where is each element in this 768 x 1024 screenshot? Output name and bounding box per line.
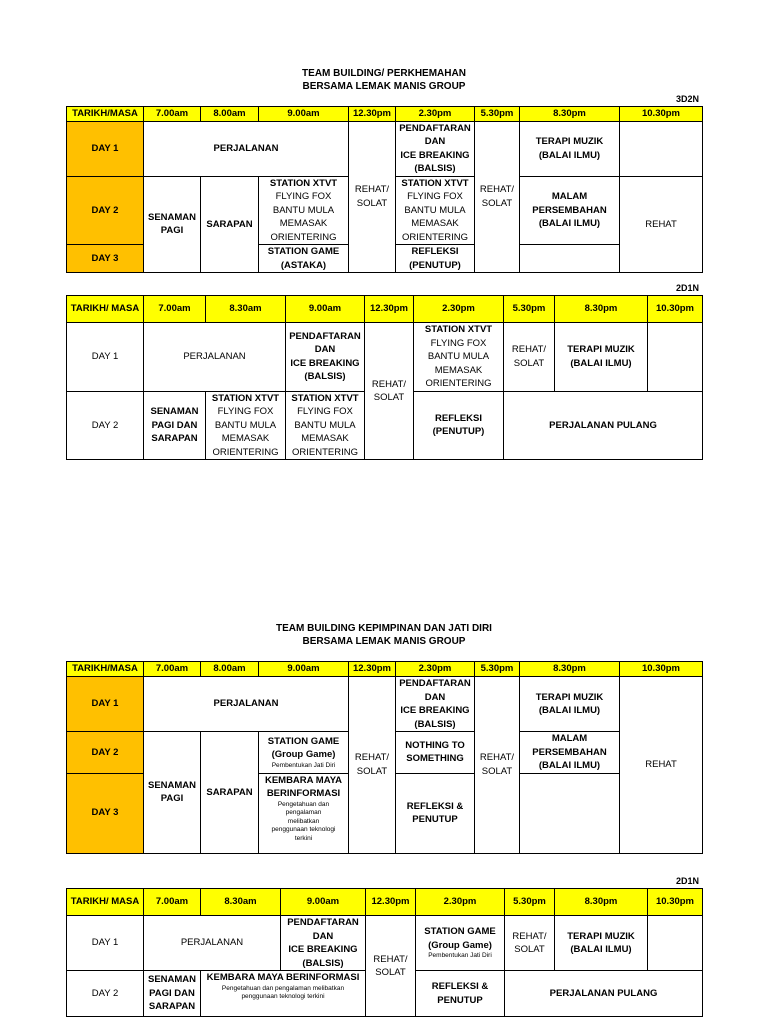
- station-xtvt-cell: STATION XTVT FLYING FOX BANTU MULA MEMASAK ORIENTERING: [396, 176, 475, 245]
- header-cell: 5.30pm: [505, 889, 555, 916]
- header-cell: 7.00am: [144, 296, 206, 323]
- block2-duration-tag: 2D1N: [676, 283, 700, 293]
- nothing-to-something-cell: NOTHING TO SOMETHING: [396, 732, 475, 774]
- header-cell: 10.30pm: [620, 662, 703, 677]
- terapi-muzik-cell: TERAPI MUZIK (BALAI ILMU): [555, 323, 648, 392]
- day-label: DAY 2: [67, 391, 144, 460]
- header-cell: 5.30pm: [475, 107, 520, 122]
- header-cell: TARIKH/ MASA: [67, 889, 144, 916]
- block1-duration-tag: 3D2N: [676, 94, 700, 104]
- rehat-solat-cell: REHAT/ SOLAT: [504, 323, 555, 392]
- rehat-solat-cell: REHAT/ SOLAT: [505, 916, 555, 971]
- header-cell: 8.30pm: [555, 296, 648, 323]
- refleksi-cell: REFLEKSI (PENUTUP): [396, 245, 475, 273]
- empty-cell: [648, 916, 703, 971]
- refleksi-cell: REFLEKSI & PENUTUP: [416, 971, 505, 1017]
- perjalanan-pulang-cell: PERJALANAN PULANG: [505, 971, 703, 1017]
- header-cell: 2.30pm: [416, 889, 505, 916]
- block4-day1-row: [67, 916, 703, 971]
- header-cell: 8.30am: [206, 296, 286, 323]
- malam-persembahan-cell: MALAM PERSEMBAHAN (BALAI ILMU): [520, 176, 620, 245]
- rehat-solat-cell: REHAT/ SOLAT: [366, 916, 416, 1017]
- station-xtvt-cell: STATION XTVT FLYING FOX BANTU MULA MEMASAK ORIENTERING: [414, 323, 504, 392]
- block1-title-line1: TEAM BUILDING/ PERKHEMAHAN: [302, 68, 466, 79]
- rehat-solat-cell: REHAT/ SOLAT: [349, 121, 396, 273]
- kembara-maya-cell: KEMBARA MAYA BERINFORMASI Pengetahuan dan pengalaman melibatkan penggunaan teknologi terkini: [201, 971, 366, 1017]
- empty-cell: [648, 323, 703, 392]
- station-game-cell: STATION GAME (ASTAKA): [259, 245, 349, 273]
- header-cell: TARIKH/MASA: [67, 662, 144, 677]
- block4-header-row: [67, 889, 703, 916]
- day-label: DAY 3: [67, 773, 144, 853]
- kembara-maya-cell: KEMBARA MAYA BERINFORMASI Pengetahuan dan pengalaman melibatkan penggunaan teknologi terkini: [259, 773, 349, 853]
- rehat-solat-cell: REHAT/ SOLAT: [475, 677, 520, 854]
- rehat-solat-cell: REHAT/ SOLAT: [475, 121, 520, 273]
- header-cell: TARIKH/MASA: [67, 107, 144, 122]
- day-label: DAY 1: [67, 121, 144, 176]
- header-cell: 10.30pm: [648, 296, 703, 323]
- terapi-muzik-cell: TERAPI MUZIK (BALAI ILMU): [520, 677, 620, 732]
- day-label: DAY 3: [67, 245, 144, 273]
- header-cell: 12.30pm: [349, 107, 396, 122]
- header-cell: 7.00am: [144, 662, 201, 677]
- block3-title-line1: TEAM BUILDING KEPIMPINAN DAN JATI DIRI: [276, 623, 492, 634]
- header-cell: 12.30pm: [349, 662, 396, 677]
- header-cell: 9.00am: [281, 889, 366, 916]
- rehat-solat-cell: REHAT/ SOLAT: [365, 323, 414, 460]
- header-cell: 8.30am: [201, 889, 281, 916]
- header-cell: TARIKH/ MASA: [67, 296, 144, 323]
- day-label: DAY 2: [67, 732, 144, 774]
- pendaftaran-cell: PENDAFTARAN DAN ICE BREAKING (BALSIS): [286, 323, 365, 392]
- header-cell: 12.30pm: [366, 889, 416, 916]
- malam-persembahan-cell: MALAM PERSEMBAHAN (BALAI ILMU): [520, 732, 620, 774]
- perjalanan-cell: PERJALANAN: [144, 121, 349, 176]
- header-cell: 2.30pm: [414, 296, 504, 323]
- rehat-cell: REHAT: [620, 677, 703, 854]
- senaman-cell: SENAMAN PAGI DAN SARAPAN: [144, 391, 206, 460]
- block1-title-line2: BERSAMA LEMAK MANIS GROUP: [302, 81, 466, 92]
- header-cell: 8.00am: [201, 107, 259, 122]
- pendaftaran-cell: PENDAFTARAN DAN ICE BREAKING (BALSIS): [281, 916, 366, 971]
- header-cell: 9.00am: [286, 296, 365, 323]
- block2-header-row: [67, 296, 703, 323]
- senaman-cell: SENAMAN PAGI: [144, 176, 201, 273]
- sarapan-cell: SARAPAN: [201, 732, 259, 854]
- empty-cell: [620, 121, 703, 176]
- station-game-cell: STATION GAME (Group Game) Pembentukan Jati Diri: [416, 916, 505, 971]
- block1-header-row: [67, 107, 703, 122]
- block3-header-row: [67, 662, 703, 677]
- header-cell: 2.30pm: [396, 662, 475, 677]
- block4-schedule-table: [66, 888, 703, 1017]
- refleksi-cell: REFLEKSI & PENUTUP: [396, 773, 475, 853]
- header-cell: 10.30pm: [620, 107, 703, 122]
- day-label: DAY 2: [67, 176, 144, 245]
- sarapan-cell: SARAPAN: [201, 176, 259, 273]
- day-label: DAY 2: [67, 971, 144, 1017]
- block1-title: [0, 67, 768, 93]
- header-cell: 8.30pm: [520, 107, 620, 122]
- terapi-muzik-cell: TERAPI MUZIK (BALAI ILMU): [555, 916, 648, 971]
- station-xtvt-cell: STATION XTVT FLYING FOX BANTU MULA MEMASAK ORIENTERING: [206, 391, 286, 460]
- block3-schedule-table: [66, 661, 703, 854]
- senaman-cell: SENAMAN PAGI DAN SARAPAN: [144, 971, 201, 1017]
- block2-schedule-table: [66, 295, 703, 460]
- block3-day1-row: [67, 677, 703, 732]
- rehat-solat-cell: REHAT/ SOLAT: [349, 677, 396, 854]
- pendaftaran-cell: PENDAFTARAN DAN ICE BREAKING (BALSIS): [396, 677, 475, 732]
- header-cell: 7.00am: [144, 889, 201, 916]
- block4-duration-tag: 2D1N: [676, 876, 700, 886]
- header-cell: 9.00am: [259, 662, 349, 677]
- block1-schedule-table: [66, 106, 703, 273]
- station-game-cell: STATION GAME (Group Game) Pembentukan Jati Diri: [259, 732, 349, 774]
- perjalanan-pulang-cell: PERJALANAN PULANG: [504, 391, 703, 460]
- station-xtvt-cell: STATION XTVT FLYING FOX BANTU MULA MEMASAK ORIENTERING: [286, 391, 365, 460]
- pendaftaran-cell: PENDAFTARAN DAN ICE BREAKING (BALSIS): [396, 121, 475, 176]
- day-label: DAY 1: [67, 677, 144, 732]
- header-cell: 8.30pm: [555, 889, 648, 916]
- header-cell: 8.00am: [201, 662, 259, 677]
- senaman-cell: SENAMAN PAGI: [144, 732, 201, 854]
- day-label: DAY 1: [67, 323, 144, 392]
- station-xtvt-cell: STATION XTVT FLYING FOX BANTU MULA MEMASAK ORIENTERING: [259, 176, 349, 245]
- header-cell: 5.30pm: [504, 296, 555, 323]
- block1-day1-row: [67, 121, 703, 176]
- block3-title-line2: BERSAMA LEMAK MANIS GROUP: [302, 636, 466, 647]
- header-cell: 8.30pm: [520, 662, 620, 677]
- header-cell: 9.00am: [259, 107, 349, 122]
- header-cell: 2.30pm: [396, 107, 475, 122]
- empty-cell: [520, 245, 620, 273]
- day-label: DAY 1: [67, 916, 144, 971]
- header-cell: 5.30pm: [475, 662, 520, 677]
- refleksi-cell: REFLEKSI (PENUTUP): [414, 391, 504, 460]
- header-cell: 10.30pm: [648, 889, 703, 916]
- terapi-muzik-cell: TERAPI MUZIK (BALAI ILMU): [520, 121, 620, 176]
- block3-title: [0, 622, 768, 648]
- perjalanan-cell: PERJALANAN: [144, 323, 286, 392]
- empty-cell: [520, 773, 620, 853]
- header-cell: 7.00am: [144, 107, 201, 122]
- header-cell: 12.30pm: [365, 296, 414, 323]
- perjalanan-cell: PERJALANAN: [144, 916, 281, 971]
- perjalanan-cell: PERJALANAN: [144, 677, 349, 732]
- block2-day1-row: [67, 323, 703, 392]
- rehat-cell: REHAT: [620, 176, 703, 273]
